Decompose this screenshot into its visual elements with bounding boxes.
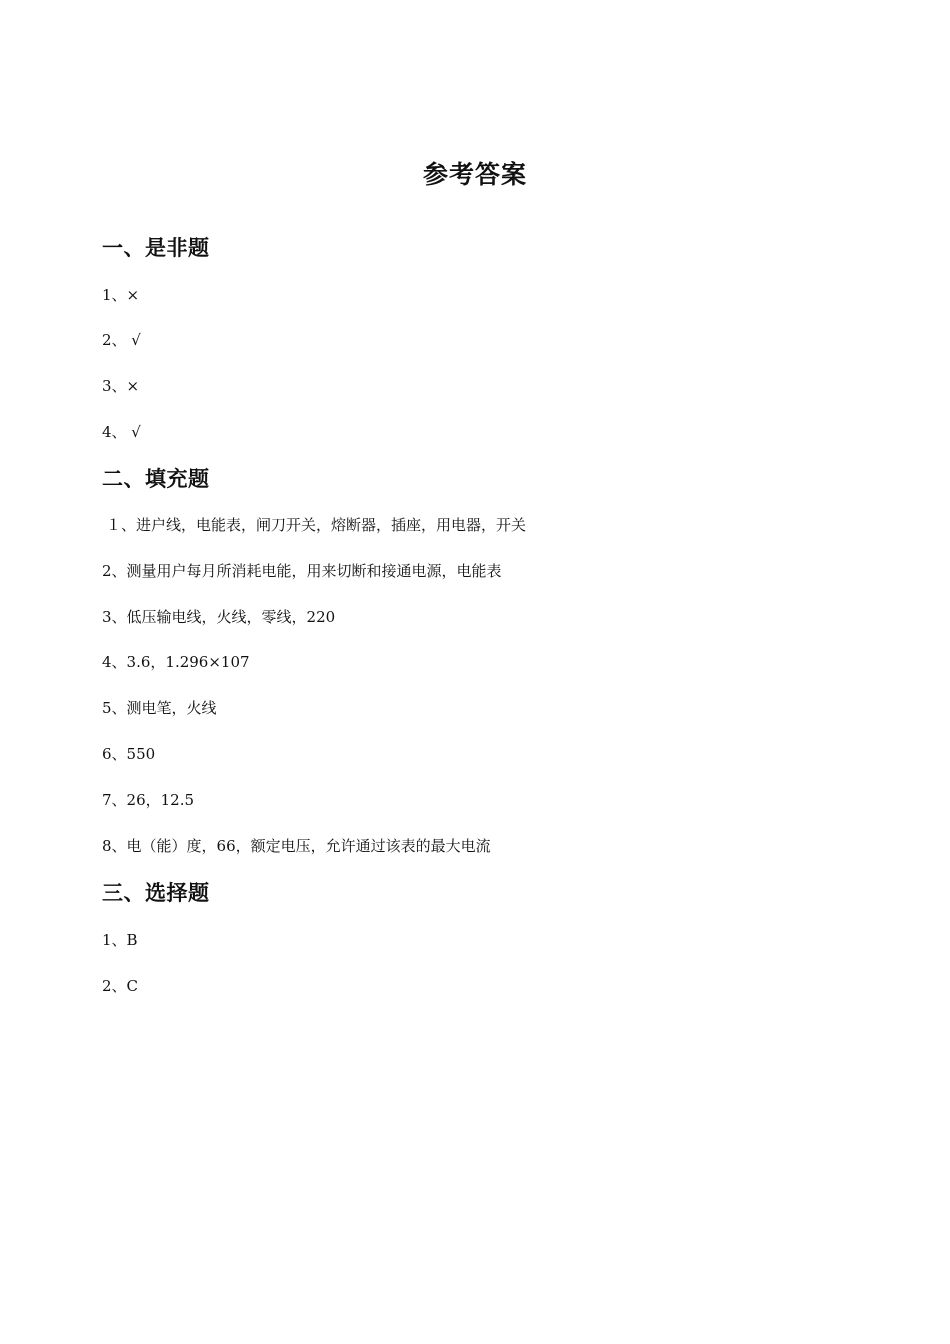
- section-heading-multiple-choice: 三、选择题: [102, 881, 210, 905]
- answer-item: 3、低压输电线，火线，零线，220: [102, 608, 336, 626]
- answer-item: 2、测量用户每月所消耗电能，用来切断和接通电源，电能表: [102, 562, 502, 580]
- answer-item: 1、B: [102, 931, 138, 949]
- page-title: 参考答案: [422, 160, 527, 189]
- answer-item: 6、550: [102, 745, 156, 763]
- section-heading-true-false: 一、是非题: [102, 236, 210, 260]
- answer-item: 4、3.6，1.296×107: [102, 653, 250, 671]
- answer-item: 1、×: [102, 286, 140, 304]
- answer-item: 5、测电笔，火线: [102, 699, 217, 717]
- answer-item: 8、电（能）度，66，额定电压，允许通过该表的最大电流: [102, 837, 491, 855]
- answer-item: 7、26，12.5: [102, 791, 195, 809]
- answer-item: １、进户线，电能表，闸刀开关，熔断器，插座，用电器，开关: [106, 516, 527, 534]
- answer-item: 2、C: [102, 977, 139, 995]
- answer-item: 2、 √: [102, 331, 141, 349]
- answer-item: 4、 √: [102, 423, 141, 441]
- answer-item: 3、×: [102, 377, 140, 395]
- section-heading-fill-in: 二、填充题: [102, 467, 210, 491]
